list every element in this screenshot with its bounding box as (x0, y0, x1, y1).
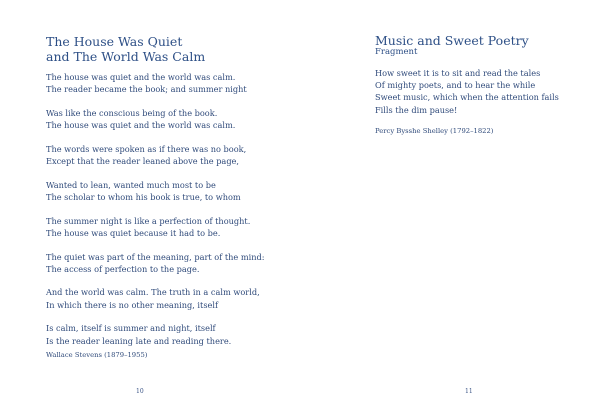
poem-line: The access of perfection to the page. (46, 263, 200, 274)
poem-line: Is the reader leaning late and reading there. (46, 335, 232, 346)
poem-line: The scholar to whom his book is true, to whom (46, 191, 241, 202)
poem-attribution: Wallace Stevens (1879–1955) (46, 351, 148, 359)
poem-line: Of mighty poets, and to hear the while (375, 80, 536, 91)
page-number: 10 (136, 388, 144, 395)
stanza-8 (46, 322, 286, 346)
poem-line: Except that the reader leaned above the page, (46, 156, 240, 167)
poem-line: The summer night is like a perfection of thought. (46, 215, 251, 226)
poem-line: The reader became the book; and summer night (46, 84, 247, 95)
poem-title (375, 33, 529, 48)
poem-title-text: Music and Sweet Poetry (375, 33, 529, 48)
stanza-5 (46, 215, 286, 239)
poem-line: Wanted to lean, wanted much most to be (46, 179, 216, 190)
poem-title-line-2: and The World Was Calm (46, 49, 206, 64)
poem-line: The house was quiet and the world was calm. (46, 72, 236, 82)
poem-body (375, 67, 595, 127)
poem-line: How sweet it is to sit and read the tales (375, 68, 541, 78)
poem-line: Sweet music, which when the attention fails (375, 92, 559, 103)
poem-line: The house was quiet because it had to be. (46, 227, 221, 238)
poem-line: In which there is no other meaning, itself (46, 299, 219, 310)
poem-line: The words were spoken as if there was no book, (46, 143, 247, 154)
poem-line: Fills the dim pause! (375, 104, 458, 115)
stanza-4 (46, 179, 286, 203)
poem-attribution: Percy Bysshe Shelley (1792–1822) (375, 127, 494, 135)
poem-body (46, 71, 286, 358)
stanza-2 (46, 107, 286, 131)
page-number: 11 (465, 388, 473, 395)
stanza-7 (46, 286, 286, 310)
stanza-1 (46, 71, 286, 95)
stanza-1 (375, 67, 595, 116)
poem-title-line-1: The House Was Quiet (46, 34, 183, 49)
stanza-6 (46, 251, 286, 275)
poem-subtitle: Fragment (375, 47, 418, 57)
poem-line: Was like the conscious being of the book. (46, 107, 218, 118)
right-page (303, 0, 606, 415)
poem-line: The quiet was part of the meaning, part of the mind: (46, 251, 265, 262)
poem-title (46, 34, 205, 64)
poem-line: And the world was calm. The truth in a calm world, (46, 287, 260, 298)
stanza-3 (46, 143, 286, 167)
poem-line: Is calm, itself is summer and night, itself (46, 323, 216, 334)
poem-line: The house was quiet and the world was calm. (46, 120, 236, 131)
